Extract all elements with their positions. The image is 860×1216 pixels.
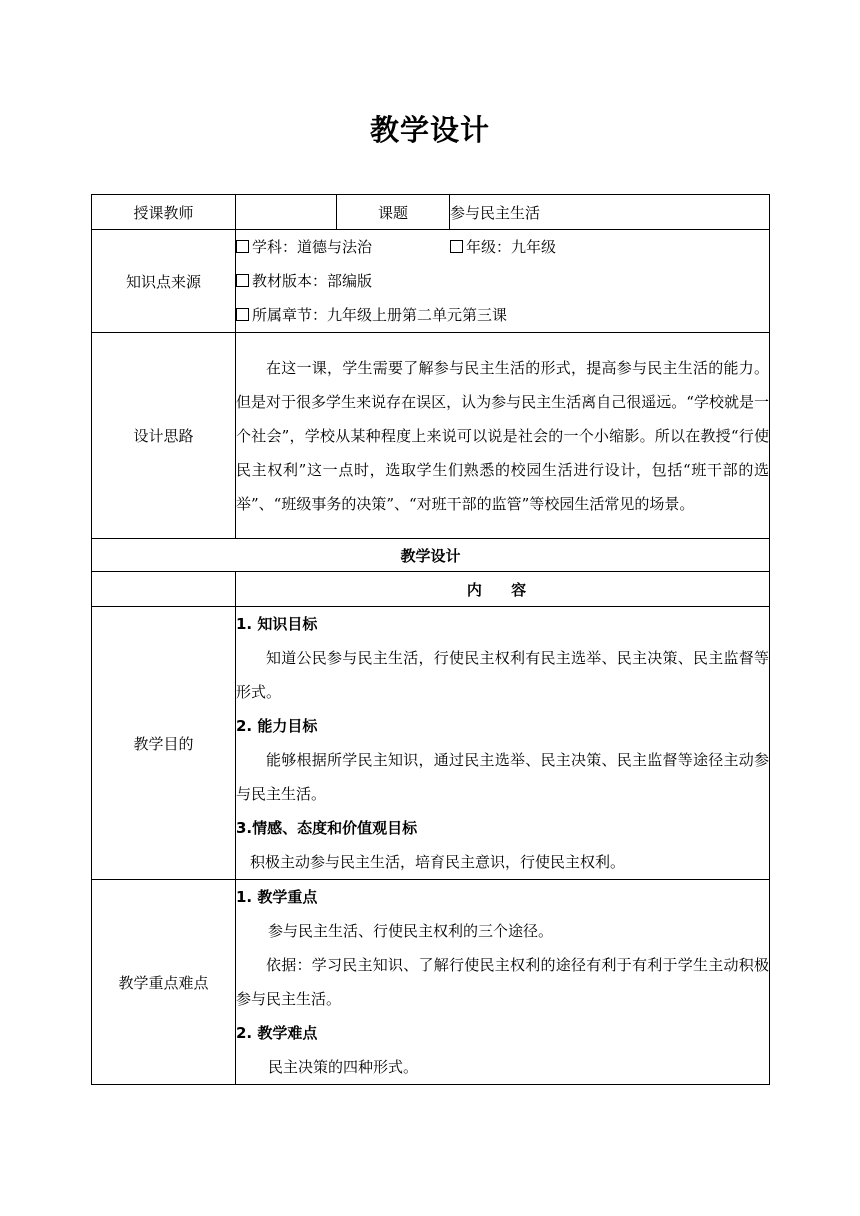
- ability-text: 能够根据所学民主知识，通过民主选举、民主决策、民主监督等途径主动参与民主生活。: [236, 751, 769, 803]
- lesson-plan-table: [91, 194, 770, 1085]
- emotion-text: 积极主动参与民主生活，培育民主意识，行使民主权利。: [250, 853, 626, 871]
- basis-text: 依据：学习民主知识、了解行使民主权利的途径有利于有利于学生主动积极参与民主生活。: [236, 956, 769, 1008]
- key-points-label: 教学重点难点: [92, 880, 236, 1085]
- ability-heading: 2. 能力目标: [236, 717, 318, 735]
- edition-line: [236, 264, 769, 298]
- blank-cell: [92, 572, 236, 607]
- header-row: [92, 195, 770, 230]
- chapter-text: 所属章节：九年级上册第二单元第三课: [252, 306, 508, 324]
- page-title: 教学设计: [369, 113, 490, 147]
- teacher-label: 授课教师: [92, 195, 236, 230]
- topic-value: 参与民主生活: [450, 195, 770, 230]
- source-label: 知识点来源: [92, 230, 236, 333]
- checkbox-icon: [236, 274, 249, 287]
- focus-heading: 1. 教学重点: [236, 888, 318, 906]
- objectives-label: 教学目的: [92, 607, 236, 880]
- grade-text: 年级：九年级: [466, 238, 557, 256]
- difficulty-text: 民主决策的四种形式。: [268, 1058, 419, 1076]
- difficulty-heading: 2. 教学难点: [236, 1024, 318, 1042]
- teacher-value: [236, 195, 337, 230]
- checkbox-icon: [450, 240, 463, 253]
- topic-label: 课题: [337, 195, 450, 230]
- edition-text: 教材版本：部编版: [252, 272, 373, 290]
- content-heading: 内 容: [466, 580, 539, 599]
- design-idea-label: 设计思路: [92, 333, 236, 539]
- knowledge-text: 知道公民参与民主生活，行使民主权利有民主选举、民主决策、民主监督等形式。: [236, 649, 769, 701]
- design-idea-row: [92, 333, 770, 539]
- section-heading-row: [92, 539, 770, 572]
- source-cell: [236, 230, 770, 333]
- key-points-cell: [236, 880, 770, 1085]
- subject-text: 学科：道德与法治: [252, 238, 373, 256]
- subject-grade-line: [236, 230, 769, 264]
- focus-text: 参与民主生活、行使民主权利的三个途径。: [268, 922, 554, 940]
- source-row: [92, 230, 770, 333]
- design-idea-text: 在这一课，学生需要了解参与民主生活的形式，提高参与民主生活的能力。但是对于很多学生来说存在误区，认为参与民主生活离自己很遥远。“学校就是一个社会”，学校从某种程度上来说可以说是社会的一个小缩影。所以在教授“行使民主权利”这一点时，选取学生们熟悉的校园生活进行设计，包括“班干部的选举”、“班级事务的决策”、“对班干部的监管”等校园生活常见的场景。: [236, 358, 769, 513]
- checkbox-icon: [236, 308, 249, 321]
- knowledge-heading: 1. 知识目标: [236, 615, 318, 633]
- objectives-row: [92, 607, 770, 880]
- emotion-heading: 3.情感、态度和价值观目标: [236, 819, 418, 837]
- key-points-row: [92, 880, 770, 1085]
- section-heading: 教学设计: [92, 539, 770, 572]
- content-heading-row: [92, 572, 770, 607]
- objectives-cell: [236, 607, 770, 880]
- chapter-line: [236, 298, 769, 332]
- checkbox-icon: [236, 240, 249, 253]
